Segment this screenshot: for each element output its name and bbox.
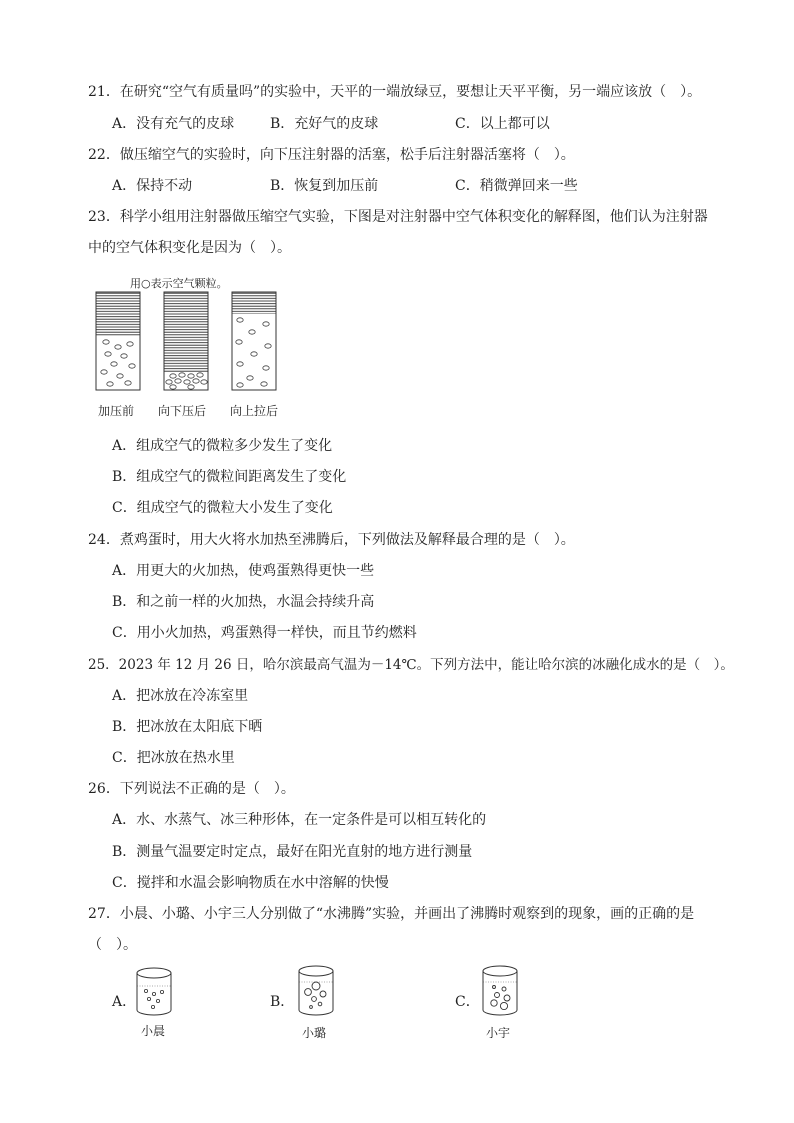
q23-option-a: A．组成空气的微粒多少发生了变化 [112, 438, 333, 454]
cylinder-pressed [164, 292, 208, 390]
beaker-b-icon [296, 964, 336, 1018]
q24-option-a: A．用更大的火加热，使鸡蛋熟得更快一些 [112, 563, 375, 579]
q25-option-c: C．把冰放在热水里 [112, 750, 235, 766]
cylinder-before [96, 292, 140, 390]
q27-choice-c-name: 小宇 [486, 1026, 511, 1040]
q26-option-a: A．水、水蒸气、冰三种形体，在一定条件是可以相互转化的 [112, 812, 487, 828]
q27-choice-a-letter: A． [112, 994, 137, 1010]
q26-option-c: C．搅拌和水温会影响物质在水中溶解的快慢 [112, 875, 389, 891]
q23-option-c: C．组成空气的微粒大小发生了变化 [112, 500, 333, 516]
q21-option-c: C．以上都可以 [455, 116, 550, 132]
figure-caption: 用○表示空气颗粒。 [130, 277, 228, 290]
question-27-stem-line1: 27．小晨、小璐、小宇三人分别做了“水沸腾”实验，并画出了沸腾时观察到的现象，画的正确的是 [88, 906, 695, 922]
label-pulled: 向上拉后 [230, 404, 279, 418]
label-before: 加压前 [98, 404, 135, 418]
q27-choice-b-letter: B． [270, 994, 295, 1010]
syringe-diagram [94, 290, 284, 395]
q27-choice-a-name: 小晨 [141, 1024, 166, 1038]
q27-choice-c-letter: C． [455, 994, 480, 1010]
question-26-stem: 26．下列说法不正确的是（ ）。 [88, 781, 295, 797]
q24-option-c: C．用小火加热，鸡蛋熟得一样快，而且节约燃料 [112, 625, 417, 641]
beaker-c-icon [480, 964, 520, 1018]
question-25-stem: 25．2023 年 12 月 26 日，哈尔滨最高气温为－14℃。下列方法中，能让哈尔滨的冰融化成水的是（ ）。 [88, 657, 734, 673]
q22-option-a: A．保持不动 [112, 178, 193, 194]
question-23-stem-line1: 23．科学小组用注射器做压缩空气实验，下图是对注射器中空气体积变化的解释图，他们认为注射器 [88, 209, 708, 225]
q25-option-b: B．把冰放在太阳底下晒 [112, 719, 263, 735]
q21-option-b: B．充好气的皮球 [270, 116, 379, 132]
q21-option-a: A．没有充气的皮球 [112, 116, 235, 132]
question-21-stem: 21．在研究“空气有质量吗”的实验中，天平的一端放绿豆，要想让天平平衡，另一端应该放（ ）。 [88, 84, 702, 100]
q25-option-a: A．把冰放在冷冻室里 [112, 688, 249, 704]
q27-choice-b-name: 小璐 [302, 1026, 327, 1040]
q23-option-b: B．组成空气的微粒间距离发生了变化 [112, 469, 347, 485]
q22-option-b: B．恢复到加压前 [270, 178, 379, 194]
q24-option-b: B．和之前一样的火加热，水温会持续升高 [112, 594, 375, 610]
question-24-stem: 24．煮鸡蛋时，用大火将水加热至沸腾后，下列做法及解释最合理的是（ ）。 [88, 532, 575, 548]
q22-option-c: C．稍微弹回来一些 [455, 178, 578, 194]
beaker-a-icon [134, 966, 174, 1018]
cylinder-pulled [232, 292, 276, 390]
question-27-stem-line2: （ ）。 [88, 937, 137, 953]
q26-option-b: B．测量气温要定时定点，最好在阳光直射的地方进行测量 [112, 844, 473, 860]
question-23-stem-line2: 中的空气体积变化是因为（ ）。 [88, 240, 291, 256]
question-22-stem: 22．做压缩空气的实验时，向下压注射器的活塞，松手后注射器活塞将（ ）。 [88, 147, 575, 163]
label-pressed: 向下压后 [158, 404, 207, 418]
